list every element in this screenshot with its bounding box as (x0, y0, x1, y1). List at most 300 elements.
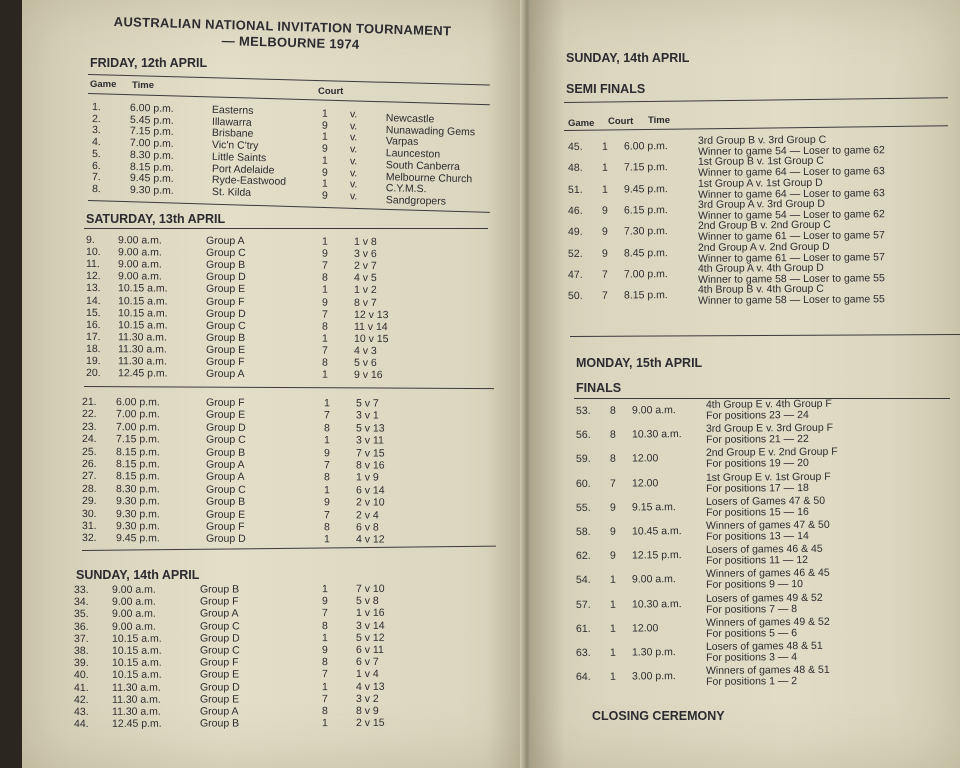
sunday-right-heading: SUNDAY, 14th APRIL (566, 51, 690, 65)
cell-court: 9 (321, 296, 328, 309)
cell-team1: Ryde-Eastwood (211, 174, 287, 188)
table-row (576, 494, 956, 519)
cell-court: 9 (609, 525, 616, 538)
cell-game: 28. (81, 482, 97, 495)
table-row (576, 543, 956, 568)
cell-game: 38. (73, 644, 89, 657)
cell-court: 8 (321, 619, 328, 632)
cell-match: 11 v 14 (353, 320, 388, 333)
cell-game: 17. (85, 330, 101, 343)
cell-group: Group A (205, 234, 245, 248)
cell-group: Group D (205, 307, 246, 320)
table-row (576, 446, 956, 471)
cell-group: Group E (205, 508, 246, 521)
table-row (568, 283, 948, 308)
cell-time: 9.30 p.m. (115, 520, 160, 533)
cell-match: 1 v 2 (353, 284, 377, 297)
cell-game: 18. (85, 342, 101, 355)
cell-group: Group D (205, 421, 246, 434)
cell-court: 1 (321, 631, 328, 644)
cell-line2: For positions 9 — 10 (705, 578, 803, 592)
cell-team1: Illawarra (211, 115, 252, 129)
cell-line1: 3rd Group A v. 3rd Group D (697, 197, 826, 211)
cell-time: 11.30 a.m. (117, 343, 167, 356)
cell-group: Group B (205, 259, 246, 272)
cell-time: 12.45 p.m. (111, 717, 162, 731)
cell-game: 52. (567, 247, 583, 260)
cell-time: 6.00 p.m. (129, 101, 174, 115)
cell-court: 8 (321, 320, 328, 333)
cell-time: 10.15 a.m. (111, 632, 162, 645)
col-header-court: Court (318, 86, 344, 97)
cell-time: 11.30 a.m. (111, 705, 161, 718)
semi-col-court: Court (608, 116, 634, 127)
table-row (576, 615, 956, 640)
cell-time: 7.00 p.m. (115, 420, 160, 434)
cell-game: 53. (575, 404, 591, 417)
cell-court: 8 (321, 656, 328, 669)
cell-time: 7.30 p.m. (623, 225, 668, 238)
cell-court: 7 (321, 692, 328, 705)
cell-game: 46. (567, 204, 583, 217)
cell-group: Group A (205, 367, 245, 381)
cell-game: 49. (567, 226, 583, 239)
cell-time: 10.15 a.m. (117, 282, 168, 295)
cell-group: Group C (205, 246, 246, 260)
cell-time: 8.45 p.m. (623, 246, 668, 260)
cell-time: 9.30 p.m. (129, 183, 174, 197)
cell-time: 9.00 a.m. (631, 404, 676, 417)
cell-time: 9.00 a.m. (631, 573, 676, 586)
cell-time: 3.00 p.m. (631, 670, 676, 683)
friday-heading: FRIDAY, 12th APRIL (90, 56, 208, 70)
cell-match: 1 v 8 (353, 235, 377, 249)
cell-court: 1 (601, 161, 608, 174)
cell-time: 10.15 a.m. (111, 669, 162, 682)
cell-court: 7 (321, 607, 328, 620)
cell-group: Group A (199, 705, 239, 718)
cell-line1: 1st Group A v. 1st Group D (697, 176, 823, 190)
cell-vs: v. (349, 108, 358, 121)
cell-court: 9 (609, 549, 616, 562)
semi-col-game: Game (568, 118, 595, 129)
cell-game: 35. (73, 608, 89, 621)
cell-game: 5. (91, 147, 101, 161)
cell-vs: v. (349, 143, 358, 156)
cell-line2: For positions 15 — 16 (705, 505, 809, 519)
cell-game: 31. (81, 520, 97, 533)
cell-court: 8 (321, 356, 328, 369)
cell-line2: Winner to game 64 — Loser to game 63 (697, 186, 885, 201)
cell-court: 1 (321, 235, 328, 248)
cell-game: 61. (575, 622, 591, 635)
cell-court: 7 (609, 477, 616, 490)
cell-court: 9 (601, 204, 608, 217)
cell-line1: 1st Group E v. 1st Group F (705, 470, 831, 484)
cell-court: 1 (321, 154, 328, 167)
cell-court: 1 (609, 574, 616, 587)
cell-vs: v. (349, 190, 358, 203)
cell-line2: For positions 23 — 24 (705, 408, 809, 422)
table-row (576, 664, 956, 689)
cell-court: 1 (321, 107, 328, 120)
cell-time: 12.00 (631, 452, 659, 465)
finals-heading: FINALS (576, 381, 622, 395)
cell-match: 3 v 1 (355, 409, 379, 422)
cell-court: 1 (323, 397, 330, 410)
cell-game: 12. (85, 270, 101, 283)
cell-game: 54. (575, 574, 591, 587)
cell-line1: 1st Group B v. 1st Group C (697, 155, 824, 169)
cell-group: Group E (205, 343, 246, 357)
cell-line2: Winner to game 54 — Loser to game 62 (697, 144, 885, 158)
cell-court: 1 (321, 368, 328, 381)
cell-court: 7 (601, 289, 608, 302)
cell-match: 4 v 5 (353, 272, 377, 285)
cell-game: 37. (73, 632, 89, 645)
cell-game: 3. (91, 124, 101, 137)
cell-court: 1 (601, 183, 608, 196)
cell-team1: St. Kilda (211, 185, 252, 199)
cell-time: 9.00 a.m. (117, 270, 162, 283)
cell-court: 1 (609, 622, 616, 635)
cell-game: 63. (575, 646, 591, 659)
cell-match: 8 v 16 (355, 459, 385, 472)
right-page (530, 0, 960, 768)
semi-rule-bottom (570, 334, 960, 337)
cell-time: 9.00 a.m. (111, 620, 156, 633)
cell-game: 26. (81, 458, 97, 471)
cell-game: 51. (567, 183, 583, 196)
cell-team2: Melbourne Church (385, 170, 473, 185)
saturday-rule-top (84, 228, 488, 229)
cell-time: 10.45 a.m. (631, 525, 682, 538)
cell-court: 1 (321, 680, 328, 693)
cell-team1: Brisbane (211, 127, 254, 141)
cell-group: Group B (199, 583, 240, 596)
cell-game: 36. (73, 620, 89, 633)
cell-time: 9.45 p.m. (115, 532, 160, 545)
cell-line1: Winners of games 47 & 50 (705, 518, 830, 532)
cell-game: 57. (575, 598, 591, 611)
cell-group: Group A (205, 471, 245, 484)
cell-match: 10 v 15 (353, 332, 389, 345)
cell-game: 19. (85, 355, 101, 368)
cell-match: 5 v 8 (355, 595, 379, 608)
cell-court: 9 (321, 166, 328, 179)
cell-game: 6. (91, 159, 101, 172)
cell-time: 9.30 p.m. (115, 495, 160, 508)
sunday-left-heading: SUNDAY, 14th APRIL (76, 568, 200, 582)
cell-time: 6.00 p.m. (623, 140, 668, 153)
cell-group: Group B (205, 331, 246, 344)
cell-time: 10.15 a.m. (117, 306, 168, 320)
cell-match: 2 v 7 (353, 260, 377, 273)
cell-line2: For positions 5 — 6 (705, 626, 798, 640)
cell-game: 27. (81, 470, 97, 483)
cell-group: Group A (205, 458, 245, 471)
cell-game: 41. (73, 681, 89, 694)
cell-time: 10.30 a.m. (631, 597, 682, 611)
cell-court: 1 (321, 131, 328, 144)
cell-match: 4 v 3 (353, 344, 377, 357)
cell-game: 23. (81, 420, 97, 433)
cell-game: 25. (81, 445, 97, 458)
cell-match: 6 v 11 (355, 643, 384, 657)
cell-team2: C.Y.M.S. (385, 182, 427, 196)
cell-time: 9.15 a.m. (631, 500, 676, 514)
cell-time: 7.00 p.m. (115, 408, 160, 421)
cell-match: 5 v 6 (353, 356, 377, 370)
cell-time: 7.00 p.m. (623, 267, 668, 281)
cell-time: 8.30 p.m. (129, 148, 174, 162)
cell-group: Group E (205, 409, 246, 422)
cell-time: 9.00 a.m. (117, 246, 162, 259)
cell-line1: 3rd Group B v. 3rd Group C (697, 133, 827, 147)
cell-match: 4 v 12 (355, 533, 385, 546)
cell-group: Group E (199, 668, 240, 681)
cell-line1: Losers of games 46 & 45 (705, 543, 823, 557)
cell-game: 30. (81, 507, 97, 520)
cell-court: 7 (323, 409, 330, 422)
cell-match: 1 v 4 (355, 668, 379, 681)
cell-match: 8 v 9 (355, 704, 379, 718)
cell-game: 43. (73, 705, 89, 718)
cell-time: 9.00 a.m. (117, 258, 162, 271)
cell-game: 40. (73, 669, 89, 682)
cell-game: 44. (73, 718, 89, 731)
cell-match: 12 v 13 (353, 308, 389, 321)
cell-line1: 2nd Group B v. 2nd Group C (697, 218, 831, 233)
cell-line1: Winners of games 48 & 51 (705, 663, 830, 678)
cell-match: 1 v 9 (355, 471, 379, 484)
semi-finals-heading: SEMI FINALS (566, 82, 646, 96)
cell-game: 33. (73, 583, 89, 596)
cell-match: 2 v 10 (355, 496, 385, 509)
cell-court: 9 (321, 119, 328, 132)
cell-court: 9 (601, 247, 608, 260)
cell-match: 2 v 4 (355, 509, 379, 522)
cell-court: 9 (321, 142, 328, 155)
cell-line2: For positions 21 — 22 (705, 433, 809, 447)
cell-match: 3 v 6 (353, 247, 377, 261)
cell-time: 10.15 a.m. (111, 644, 162, 657)
cell-court: 9 (321, 595, 328, 608)
cell-court: 8 (609, 453, 616, 466)
cell-match: 4 v 13 (355, 680, 385, 693)
cell-group: Group C (205, 483, 246, 496)
cell-time: 7.15 p.m. (115, 433, 160, 446)
cell-game: 1. (91, 101, 101, 114)
saturday-heading: SATURDAY, 13th APRIL (86, 212, 226, 226)
table-row (576, 640, 956, 665)
cell-time: 11.30 a.m. (117, 355, 167, 368)
cell-line2: Winner to game 54 — Loser to game 62 (697, 208, 885, 222)
cell-time: 9.00 a.m. (111, 595, 156, 609)
cell-line1: Losers of Games 47 & 50 (705, 494, 826, 508)
cell-court: 1 (321, 583, 328, 596)
cell-time: 10.15 a.m. (117, 294, 168, 308)
cell-game: 47. (567, 268, 583, 281)
cell-team1: Easterns (211, 103, 254, 117)
cell-game: 8. (91, 182, 101, 196)
cell-time: 9.00 a.m. (117, 234, 162, 247)
cell-game: 16. (85, 318, 101, 331)
cell-group: Group A (199, 607, 239, 620)
cell-match: 1 v 16 (355, 607, 385, 620)
cell-court: 7 (321, 668, 328, 681)
cell-time: 8.15 p.m. (623, 289, 668, 302)
cell-time: 10.15 a.m. (111, 656, 162, 670)
cell-court: 8 (609, 428, 616, 441)
cell-match: 5 v 7 (355, 397, 379, 410)
cell-line1: 4th Group A v. 4th Group D (697, 261, 824, 275)
cell-vs: v. (349, 178, 358, 191)
cell-game: 39. (73, 657, 89, 670)
cell-line2: Winner to game 64 — Loser to game 63 (697, 165, 885, 180)
left-page (22, 0, 526, 768)
cell-line1: 4th Group E v. 4th Group F (705, 397, 832, 411)
cell-group: Group F (205, 355, 245, 369)
cell-group: Group E (205, 283, 246, 296)
cell-time: 9.30 p.m. (115, 507, 160, 521)
monday-heading: MONDAY, 15th APRIL (576, 356, 703, 370)
cell-time: 7.15 p.m. (623, 161, 668, 174)
cell-line2: For positions 11 — 12 (705, 554, 809, 568)
cell-line1: 2nd Group E v. 2nd Group F (705, 446, 838, 460)
cell-time: 11.30 a.m. (117, 331, 167, 344)
cell-match: 2 v 15 (355, 717, 385, 730)
cell-match: 6 v 8 (355, 521, 379, 534)
cell-time: 12.15 p.m. (631, 549, 682, 562)
cell-team2: Sandgropers (385, 194, 447, 208)
cell-group: Group B (199, 717, 240, 730)
cell-court: 1 (323, 434, 330, 447)
cell-court: 8 (321, 705, 328, 718)
cell-time: 12.00 (631, 476, 659, 490)
cell-game: 59. (575, 453, 591, 466)
cell-time: 9.45 p.m. (129, 172, 174, 186)
cell-line2: For positions 17 — 18 (705, 481, 809, 495)
tournament-title: AUSTRALIAN NATIONAL INVITATION TOURNAMENT (113, 14, 452, 39)
cell-line2: For positions 3 — 4 (705, 651, 798, 664)
cell-game: 45. (567, 140, 583, 153)
cell-match: 3 v 2 (355, 692, 379, 705)
cell-game: 48. (567, 162, 583, 175)
cell-group: Group C (205, 433, 246, 447)
cell-court: 7 (321, 308, 328, 321)
cell-group: Group D (205, 271, 246, 284)
cell-time: 9.00 a.m. (111, 583, 156, 596)
cell-court: 8 (323, 422, 330, 435)
cell-court: 9 (609, 501, 616, 514)
cell-game: 15. (85, 306, 101, 319)
cell-court: 9 (601, 225, 608, 238)
cell-game: 32. (81, 532, 97, 545)
table-row (576, 567, 956, 592)
cell-group: Group C (199, 644, 240, 657)
cell-game: 21. (81, 396, 97, 409)
cell-game: 2. (91, 112, 101, 125)
cell-time: 7.15 p.m. (129, 125, 174, 139)
cell-group: Group C (199, 620, 240, 633)
cell-group: Group B (205, 495, 246, 509)
cell-court: 8 (321, 271, 328, 284)
cell-vs: v. (349, 166, 358, 179)
cell-group: Group E (199, 693, 240, 706)
cell-court: 9 (321, 644, 328, 657)
cell-time: 11.30 a.m. (111, 693, 161, 706)
cell-group: Group D (199, 632, 240, 645)
cell-group: Group F (199, 656, 239, 669)
cell-team1: Port Adelaide (211, 162, 275, 176)
cell-time: 9.45 p.m. (623, 182, 668, 196)
cell-time: 8.15 p.m. (115, 470, 160, 483)
cell-game: 34. (73, 596, 89, 609)
cell-game: 22. (81, 408, 97, 421)
cell-line1: 4th Broup B v. 4th Group C (697, 282, 824, 296)
cell-team1: Little Saints (211, 150, 267, 165)
cell-team1: Vic'n C'try (211, 139, 259, 153)
cell-time: 11.30 a.m. (111, 681, 161, 694)
cell-group: Group D (205, 533, 246, 546)
semi-col-time: Time (648, 115, 671, 126)
cell-game: 42. (73, 693, 89, 706)
cell-court: 7 (601, 268, 608, 281)
cell-line1: Winners of games 49 & 52 (705, 615, 830, 629)
cell-time: 10.30 a.m. (631, 428, 682, 441)
cell-line1: Winners of games 46 & 45 (705, 567, 830, 581)
cell-line2: For positions 13 — 14 (705, 529, 809, 543)
table-row (576, 519, 956, 544)
cell-line1: Losers of games 49 & 52 (705, 591, 823, 605)
cell-time: 5.45 p.m. (129, 113, 174, 127)
cell-line2: For positions 19 — 20 (705, 457, 809, 471)
cell-line2: Winner to game 58 — Loser to game 55 (697, 272, 885, 286)
cell-court: 7 (323, 508, 330, 521)
cell-game: 4. (91, 136, 101, 149)
cell-game: 50. (567, 289, 583, 303)
cell-match: 6 v 7 (355, 656, 379, 669)
cell-court: 8 (323, 521, 330, 534)
cell-game: 29. (81, 495, 97, 508)
cell-game: 9. (85, 234, 95, 247)
cell-match: 5 v 12 (355, 631, 385, 644)
cell-line1: 2nd Group A v. 2nd Group D (697, 240, 830, 254)
cell-time: 8.30 p.m. (115, 482, 160, 496)
cell-line1: 3rd Group E v. 3rd Group F (705, 421, 834, 436)
cell-vs: v. (349, 155, 358, 168)
cell-game: 7. (91, 171, 101, 184)
cell-court: 8 (323, 471, 330, 484)
cell-court: 1 (601, 140, 608, 153)
col-header-game: Game (90, 79, 117, 90)
table-row (576, 398, 956, 423)
cell-group: Group F (205, 520, 245, 533)
cell-line2: For positions 1 — 2 (705, 675, 798, 689)
semi-rule-top (564, 97, 948, 103)
cell-time: 9.00 a.m. (111, 608, 156, 621)
table-row (576, 422, 956, 447)
cell-game: 13. (85, 282, 101, 295)
cell-court: 1 (609, 670, 616, 683)
cell-time: 6.00 p.m. (115, 396, 160, 409)
tournament-subtitle: — MELBOURNE 1974 (221, 33, 360, 52)
cell-court: 1 (321, 177, 328, 190)
cell-match: 6 v 14 (355, 484, 385, 497)
cell-game: 20. (85, 367, 101, 380)
cell-group: Group F (205, 295, 245, 308)
